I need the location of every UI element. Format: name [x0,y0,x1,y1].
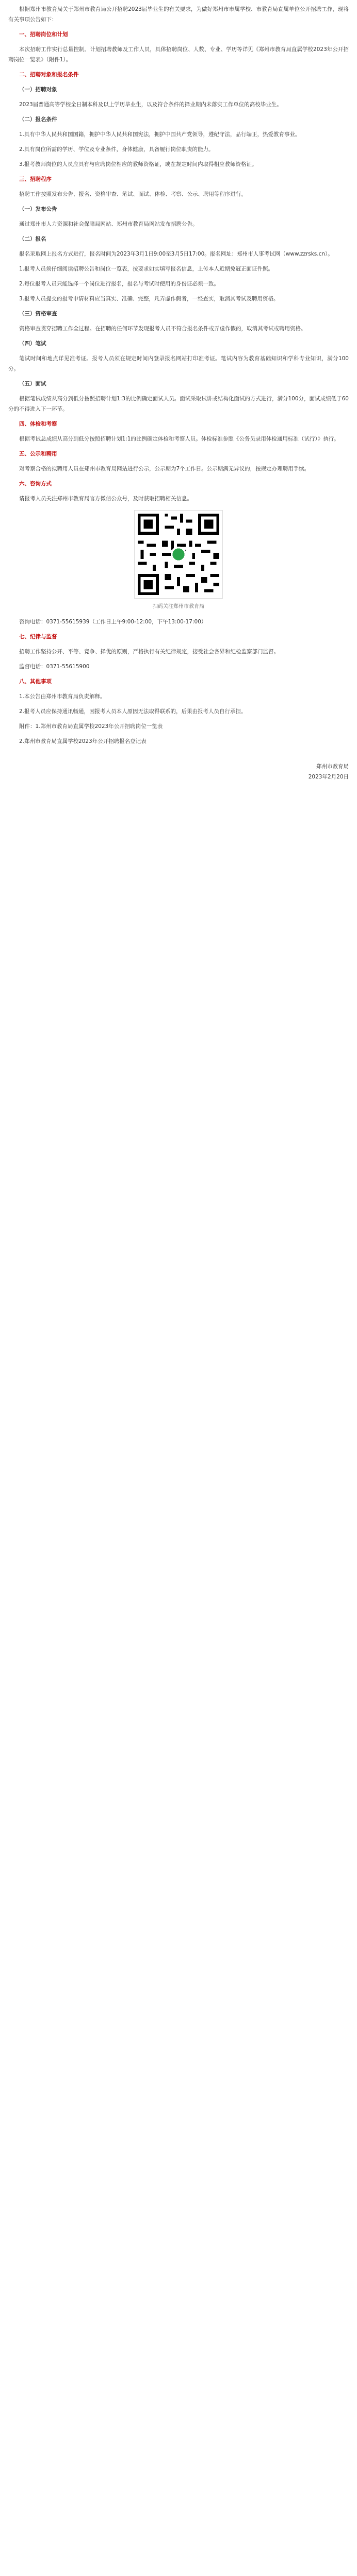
paragraph: 2.郑州市教育局直属学校2023年公开招聘报名登记表 [19,738,147,744]
paragraph: 2.报考人员应保持通讯畅通，因报考人员本人原因无法取得联系的，后果由报考人员自行承担。 [19,708,247,715]
paragraph: 对考察合格的拟聘用人员在郑州市教育局网站进行公示，公示期为7个工作日。公示期满无异议的，按规定办理聘用手续。 [19,466,310,472]
article [8,0,349,782]
paragraph: 1.本公告由郑州市教育局负责解释。 [19,693,106,700]
paragraph: （五）面试 [19,381,46,387]
signature-date: 2023年2月20日 [308,774,349,780]
paragraph: 招聘工作按照发布公告、报名、资格审查、笔试、面试、体检、考察、公示、聘用等程序进行。 [19,191,247,197]
paragraph: 监督电话：0371-55615900 [19,664,90,670]
paragraph: （一）发布公告 [19,206,57,212]
wechat-qr-code-icon [134,510,223,599]
signature-org: 郑州市教育局 [316,764,349,770]
section-heading: 五、公示和聘用 [19,451,57,457]
section-heading: 七、纪律与监督 [19,634,57,640]
section-heading: 三、招聘程序 [19,176,52,182]
paragraph: （三）资格审查 [19,311,57,317]
paragraph: 咨询电话：0371-55615939（工作日上午9:00-12:00，下午13:00-17:00） [19,619,207,625]
paragraph: 通过郑州市人力资源和社会保障局网站、郑州市教育局网站发布招聘公告。 [19,221,198,227]
section-heading: 一、招聘岗位和计划 [19,31,68,38]
paragraph: （四）笔试 [19,341,46,347]
section-heading: 六、咨询方式 [19,481,52,487]
paragraph: 2023届普通高等学校全日制本科及以上学历毕业生，以及符合条件的择业期内未落实工作单位的高校毕业生。 [19,101,282,108]
section-heading: 二、招聘对象和报名条件 [19,72,79,78]
qr-block [8,510,349,609]
paragraph: 报名采取网上报名方式进行，报名时间为2023年3月1日9:00至3月5日17:00。报名网址：郑州市人事考试网（www.zzrsks.cn）。 [19,251,333,257]
paragraph: 1.具有中华人民共和国国籍，拥护中华人民共和国宪法，拥护中国共产党领导，遵纪守法，品行端正，热爱教育事业。 [19,131,301,138]
paragraph: 请报考人员关注郑州市教育局官方微信公众号，及时获取招聘相关信息。 [19,496,192,502]
paragraph: 本次招聘工作实行总量控制。计划招聘教师及工作人员，具体招聘岗位、人数、专业、学历等详见《郑州市教育局直属学校2023年公开招聘岗位一览表》（附件1）。 [8,46,349,63]
paragraph: 3.报考人员提交的报考申请材料应当真实、准确、完整，凡弄虚作假者，一经查实，取消其考试及聘用资格。 [19,296,279,302]
section-heading: 八、其他事项 [19,679,52,685]
paragraph: 3.报考教师岗位的人员应具有与应聘岗位相应的教师资格证，或在规定时间内取得相应教师资格证。 [19,161,257,167]
paragraph: （二）报名条件 [19,116,57,123]
paragraph: 2.每位报考人员只能选择一个岗位进行报名，报名与考试时使用的身份证必须一致。 [19,281,220,287]
paragraph: （一）招聘对象 [19,87,57,93]
section-heading: 四、体检和考察 [19,421,57,427]
paragraph: 招聘工作坚持公开、平等、竞争、择优的原则，严格执行有关纪律规定，接受社会各界和纪检监察部门监督。 [19,649,279,655]
paragraph: （二）报名 [19,236,46,242]
qr-caption: 扫码关注郑州市教育局 [153,604,204,609]
article-body-1 [8,4,349,504]
paragraph: 笔试时间和地点详见准考证。报考人员须在规定时间内登录报名网站打印准考证。笔试内容为教育基础知识和学科专业知识，满分100分。 [8,355,349,372]
article-body-2 [8,617,349,747]
paragraph: 资格审查贯穿招聘工作全过程。在招聘的任何环节发现报考人员不符合报名条件或弄虚作假的，取消其考试或聘用资格。 [19,326,306,332]
paragraph: 1.报考人员须仔细阅读招聘公告和岗位一览表，按要求如实填写报名信息，上传本人近期免冠正面证件照。 [19,266,274,272]
paragraph: 根据考试总成绩从高分到低分按照招聘计划1:1的比例确定体检和考察人员。体检标准参照《公务员录用体检通用标准（试行）》执行。 [19,436,339,442]
paragraph: 根据郑州市教育局关于郑州市教育局公开招聘2023届毕业生的有关要求，为做好郑州市市属学校、市教育局直属单位公开招聘工作，现将有关事项公告如下： [8,6,349,23]
paragraph: 附件：1.郑州市教育局直属学校2023年公开招聘岗位一览表 [19,723,163,730]
paragraph: 根据笔试成绩从高分到低分按照招聘计划1:3的比例确定面试人员。面试采取试讲或结构化面试的方式进行，满分100分，面试成绩低于60分的不得进入下一环节。 [8,396,349,412]
paragraph: 2.具有岗位所需的学历、学位及专业条件，身体健康，具备履行岗位职责的能力。 [19,146,214,152]
